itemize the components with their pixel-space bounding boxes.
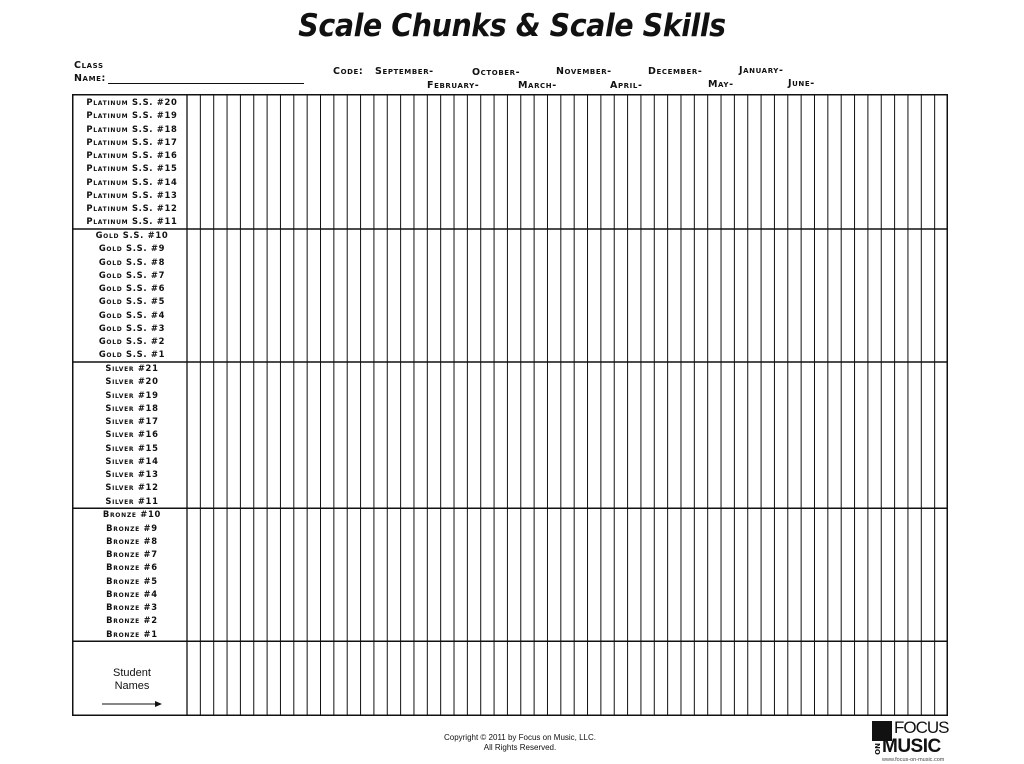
- skill-row-label: Platinum S.S. #11: [86, 216, 178, 227]
- skill-row-label: Gold S.S. #1: [98, 349, 166, 360]
- skill-row-label: Silver #19: [105, 389, 159, 400]
- skill-row-label: Gold S.S. #2: [98, 336, 166, 346]
- scale-skills-grid: [72, 94, 948, 716]
- student-label-line1: Student: [113, 667, 151, 680]
- class-label: Class: [74, 60, 104, 71]
- page-title: Scale Chunks & Scale Skills: [298, 8, 726, 44]
- logo-music: MUSIC: [882, 736, 941, 757]
- skill-row-label: Platinum S.S. #19: [86, 110, 178, 121]
- skill-row-label: Bronze #9: [106, 522, 158, 533]
- rights-line: All Rights Reserved.: [483, 743, 557, 752]
- skill-row-label: Gold S.S. #10: [95, 230, 169, 240]
- skill-row-label: Silver #12: [105, 482, 159, 493]
- skill-row-label: Gold S.S. #4: [98, 309, 166, 320]
- skill-row-label: Platinum S.S. #20: [86, 97, 178, 107]
- skill-row-label: Gold S.S. #6: [98, 283, 166, 293]
- copyright-footer: [380, 733, 660, 753]
- grid-border: [73, 95, 948, 716]
- skill-row-label: Bronze #7: [106, 549, 158, 559]
- skill-row-label: Bronze #8: [106, 535, 158, 546]
- student-label-line2: Names: [114, 680, 150, 693]
- skill-row-label: Silver #17: [105, 416, 159, 426]
- arrow-right-icon: [102, 699, 162, 709]
- skill-row-label: Bronze #6: [106, 562, 158, 573]
- skill-row-label: Gold S.S. #8: [98, 256, 166, 267]
- skill-row-label: Platinum S.S. #14: [86, 176, 178, 187]
- skill-row-label: Bronze #5: [106, 575, 158, 586]
- skill-row-label: Platinum S.S. #17: [86, 136, 178, 147]
- student-names-label: [72, 667, 192, 693]
- logo-on: ON: [874, 743, 882, 755]
- skill-row-label: Gold S.S. #9: [98, 243, 166, 254]
- skill-row-label: Silver #16: [105, 429, 159, 440]
- skill-row-label: Bronze #4: [106, 588, 158, 599]
- focus-on-music-logo: [872, 719, 956, 763]
- skill-row-label: Gold S.S. #3: [98, 322, 166, 333]
- month-november: November-: [556, 66, 612, 77]
- skill-row-label: Gold S.S. #7: [98, 269, 166, 280]
- skill-row-label: Platinum S.S. #15: [86, 163, 178, 174]
- logo-url: www.focus-on-music.com: [882, 757, 945, 763]
- name-write-line[interactable]: [108, 83, 304, 84]
- skill-row-label: Silver #14: [105, 455, 159, 466]
- month-june: June-: [788, 78, 815, 89]
- skill-row-label: Platinum S.S. #12: [86, 203, 178, 213]
- skill-row-label: Silver #11: [105, 495, 159, 506]
- skill-row-label: Silver #21: [105, 363, 159, 373]
- copyright-line: Copyright © 2011 by Focus on Music, LLC.: [443, 733, 597, 742]
- grid-lines: [72, 94, 948, 716]
- name-label: Name:: [74, 73, 106, 84]
- skill-row-label: Silver #18: [105, 402, 159, 413]
- logo-focus: FOCUS: [894, 718, 949, 737]
- code-label: Code:: [333, 66, 364, 77]
- skill-row-label: Platinum S.S. #18: [86, 123, 178, 134]
- skill-row-label: Bronze #2: [106, 615, 158, 626]
- skill-row-label: Gold S.S. #5: [98, 296, 166, 307]
- month-january: January-: [739, 65, 784, 76]
- month-february: February-: [427, 80, 480, 91]
- skill-row-label: Bronze #10: [102, 509, 162, 520]
- skill-row-label: Bronze #1: [106, 628, 158, 639]
- month-march: March-: [518, 80, 557, 91]
- skill-row-label: Silver #20: [105, 376, 159, 387]
- month-may: May-: [708, 79, 734, 90]
- skill-row-label: Platinum S.S. #16: [86, 150, 178, 160]
- skill-row-label: Silver #15: [105, 442, 159, 453]
- skill-row-label: Platinum S.S. #13: [86, 189, 178, 200]
- month-september: September-: [375, 66, 434, 77]
- skill-row-label: Silver #13: [105, 469, 159, 479]
- month-december: December-: [648, 66, 703, 77]
- skill-row-label: Bronze #3: [106, 602, 158, 612]
- month-october: October-: [472, 67, 521, 78]
- month-april: April-: [610, 80, 643, 91]
